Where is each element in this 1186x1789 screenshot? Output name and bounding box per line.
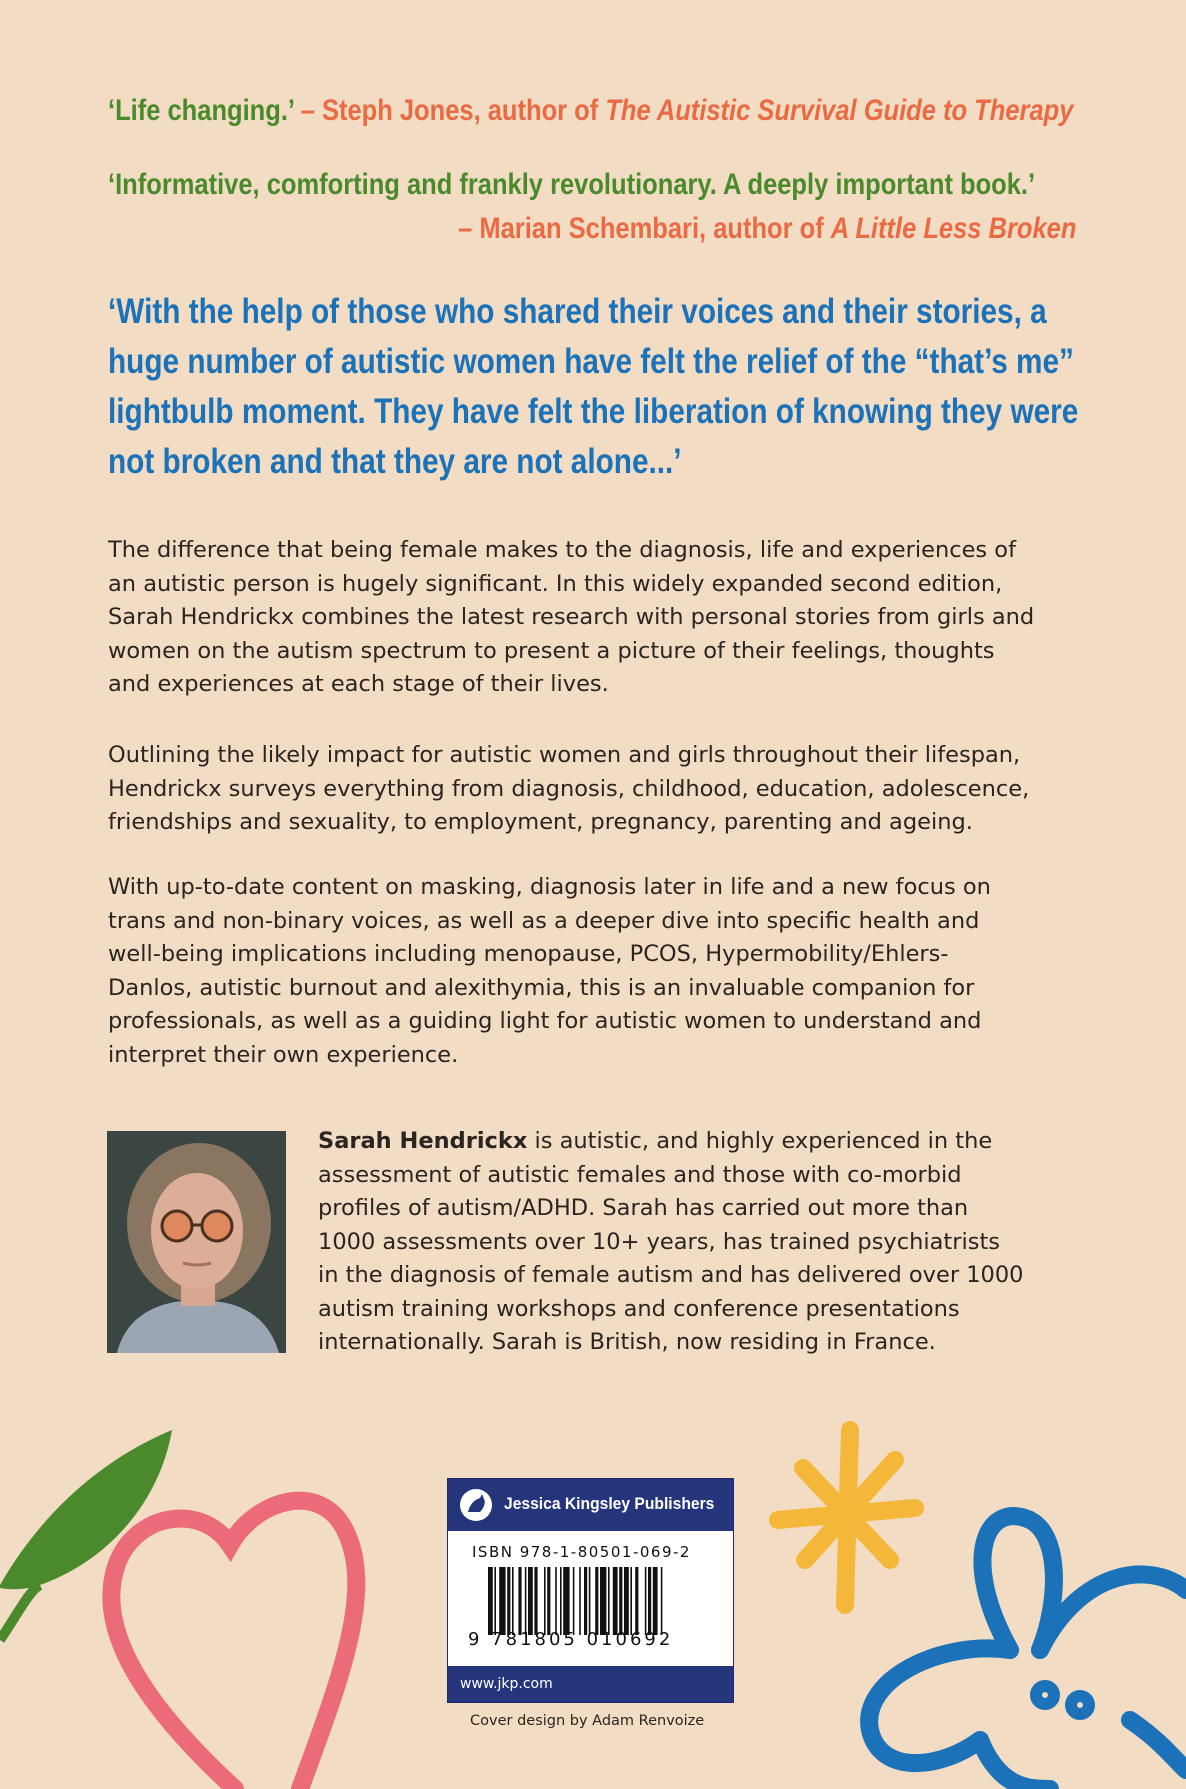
bio-text: is autistic, and highly experienced in the (527, 1128, 993, 1154)
text-line: and experiences at each stage of their lives. (108, 671, 609, 697)
text-line: in the diagnosis of female autism and has delivered over 1000 (318, 1262, 1024, 1288)
barcode-bar (534, 1567, 537, 1635)
barcode-bar (595, 1567, 598, 1635)
description-paragraph-1 (108, 534, 1098, 702)
text-line: Hendrickx surveys everything from diagnosis, childhood, education, adolescence, (108, 775, 1030, 802)
barcode-bar (630, 1567, 632, 1635)
text-line: well-being implications including menopause, PCOS, Hypermobility/Ehlers- (108, 941, 949, 967)
description-paragraph-3 (108, 871, 1098, 1072)
text-line: autism training workshops and conference presentations (318, 1295, 960, 1322)
text-line: Outlining the likely impact for autistic women and girls throughout their lifespan, (108, 742, 1021, 768)
isbn-label: ISBN 978-1-80501-069-2 (472, 1543, 691, 1561)
barcode-bar (573, 1567, 575, 1635)
quote-2-attribution: – Marian Schembari, author of (457, 212, 831, 245)
text-line: 1000 assessments over 10+ years, has trained psychiatrists (318, 1228, 1000, 1255)
barcode-bar (563, 1567, 569, 1635)
pull-quote-line: ‘With the help of those who shared their voices and their stories, a (108, 292, 1047, 331)
publisher-logo-icon (458, 1488, 494, 1522)
barcode-bar (645, 1567, 647, 1635)
text-line: Sarah Hendrickx combines the latest research with personal stories from girls and (108, 604, 1035, 630)
barcode-panel (447, 1478, 734, 1703)
barcode-bar (525, 1567, 527, 1635)
endorsement-quote-2-text: ‘Informative, comforting and frankly revolutionary. A deeply important book.’ (108, 168, 1036, 201)
barcode-bar (494, 1567, 496, 1635)
endorsement-quote-1 (108, 94, 1073, 128)
text-line: The difference that being female makes to the diagnosis, life and experiences of (108, 537, 1016, 563)
yellow-star-icon (778, 1430, 915, 1605)
publisher-header (448, 1479, 733, 1531)
endorsement-quote-2-attribution (458, 212, 1076, 246)
barcode-bar (488, 1567, 493, 1635)
quote-1-book-title: The Autistic Survival Guide to Therapy (605, 94, 1074, 127)
text-line: professionals, as well as a guiding light for autistic women to understand and (108, 1008, 982, 1034)
cover-design-credit: Cover design by Adam Renvoize (470, 1713, 705, 1729)
barcode-bar (608, 1567, 610, 1635)
text-line: Danlos, autistic burnout and alexithymia, this is an invaluable companion for (108, 974, 975, 1001)
pink-heart-icon (111, 1501, 356, 1789)
barcode-digits: 9 781805 010692 (468, 1629, 674, 1650)
barcode-bar (648, 1567, 651, 1635)
text-line: internationally. Sarah is British, now residing in France. (318, 1329, 936, 1355)
barcode-bar (661, 1567, 663, 1635)
barcode-bar (613, 1567, 618, 1635)
pull-quote-line: huge number of autistic women have felt the relief of the “that’s me” (108, 342, 1074, 381)
barcode-bar (600, 1567, 606, 1635)
description-paragraph-2 (108, 739, 1098, 840)
quote-1-text: ‘Life changing.’ (108, 94, 294, 127)
author-bio (318, 1125, 1078, 1360)
barcode-bar (560, 1567, 562, 1635)
publisher-name: Jessica Kingsley Publishers (504, 1494, 715, 1513)
barcode-bar (499, 1567, 505, 1635)
barcode-bar (635, 1567, 638, 1635)
author-photo (107, 1131, 286, 1353)
barcode-bar (584, 1567, 587, 1635)
text-line: interpret their own experience. (108, 1041, 459, 1068)
barcode-bar (507, 1567, 510, 1635)
blue-flower-icon (869, 1516, 1186, 1789)
publisher-footer (448, 1666, 733, 1702)
barcode-bar (589, 1567, 591, 1635)
text-line: women on the autism spectrum to present a picture of their feelings, thoughts (108, 637, 995, 664)
barcode-bar (624, 1567, 629, 1635)
barcode-bar (619, 1567, 622, 1635)
quote-1-attribution: – Steph Jones, author of (293, 94, 606, 127)
green-leaf-icon (0, 1430, 172, 1589)
barcode-bar (544, 1567, 546, 1635)
barcode-bars (488, 1567, 718, 1635)
text-line: trans and non-binary voices, as well as a deeper dive into specific health and (108, 907, 980, 934)
pull-quote-line: not broken and that they are not alone...’ (108, 442, 682, 481)
text-line: profiles of autism/ADHD. Sarah has carried out more than (318, 1195, 969, 1221)
text-line: With up-to-date content on masking, diagnosis later in life and a new focus on (108, 874, 991, 900)
bio-first-line (318, 1125, 1078, 1159)
barcode-bar (555, 1567, 557, 1635)
pull-quote (108, 287, 1079, 487)
text-line: friendships and sexuality, to employment, pregnancy, parenting and ageing. (108, 809, 973, 835)
author-name: Sarah Hendrickx (318, 1128, 528, 1154)
barcode-bar (528, 1567, 533, 1635)
pull-quote-line: lightbulb moment. They have felt the liberation of knowing they were (108, 392, 1079, 431)
barcode-bar (518, 1567, 521, 1635)
barcode-bar (579, 1567, 581, 1635)
barcode-bar (547, 1567, 550, 1635)
barcode-bar (512, 1567, 514, 1635)
quote-2-book-title: A Little Less Broken (830, 212, 1076, 245)
text-line: assessment of autistic females and those with co-morbid (318, 1161, 962, 1188)
text-line: an autistic person is hugely significant. In this widely expanded second edition, (108, 570, 1003, 597)
publisher-website: www.jkp.com (460, 1676, 553, 1692)
barcode-bar (653, 1567, 658, 1635)
